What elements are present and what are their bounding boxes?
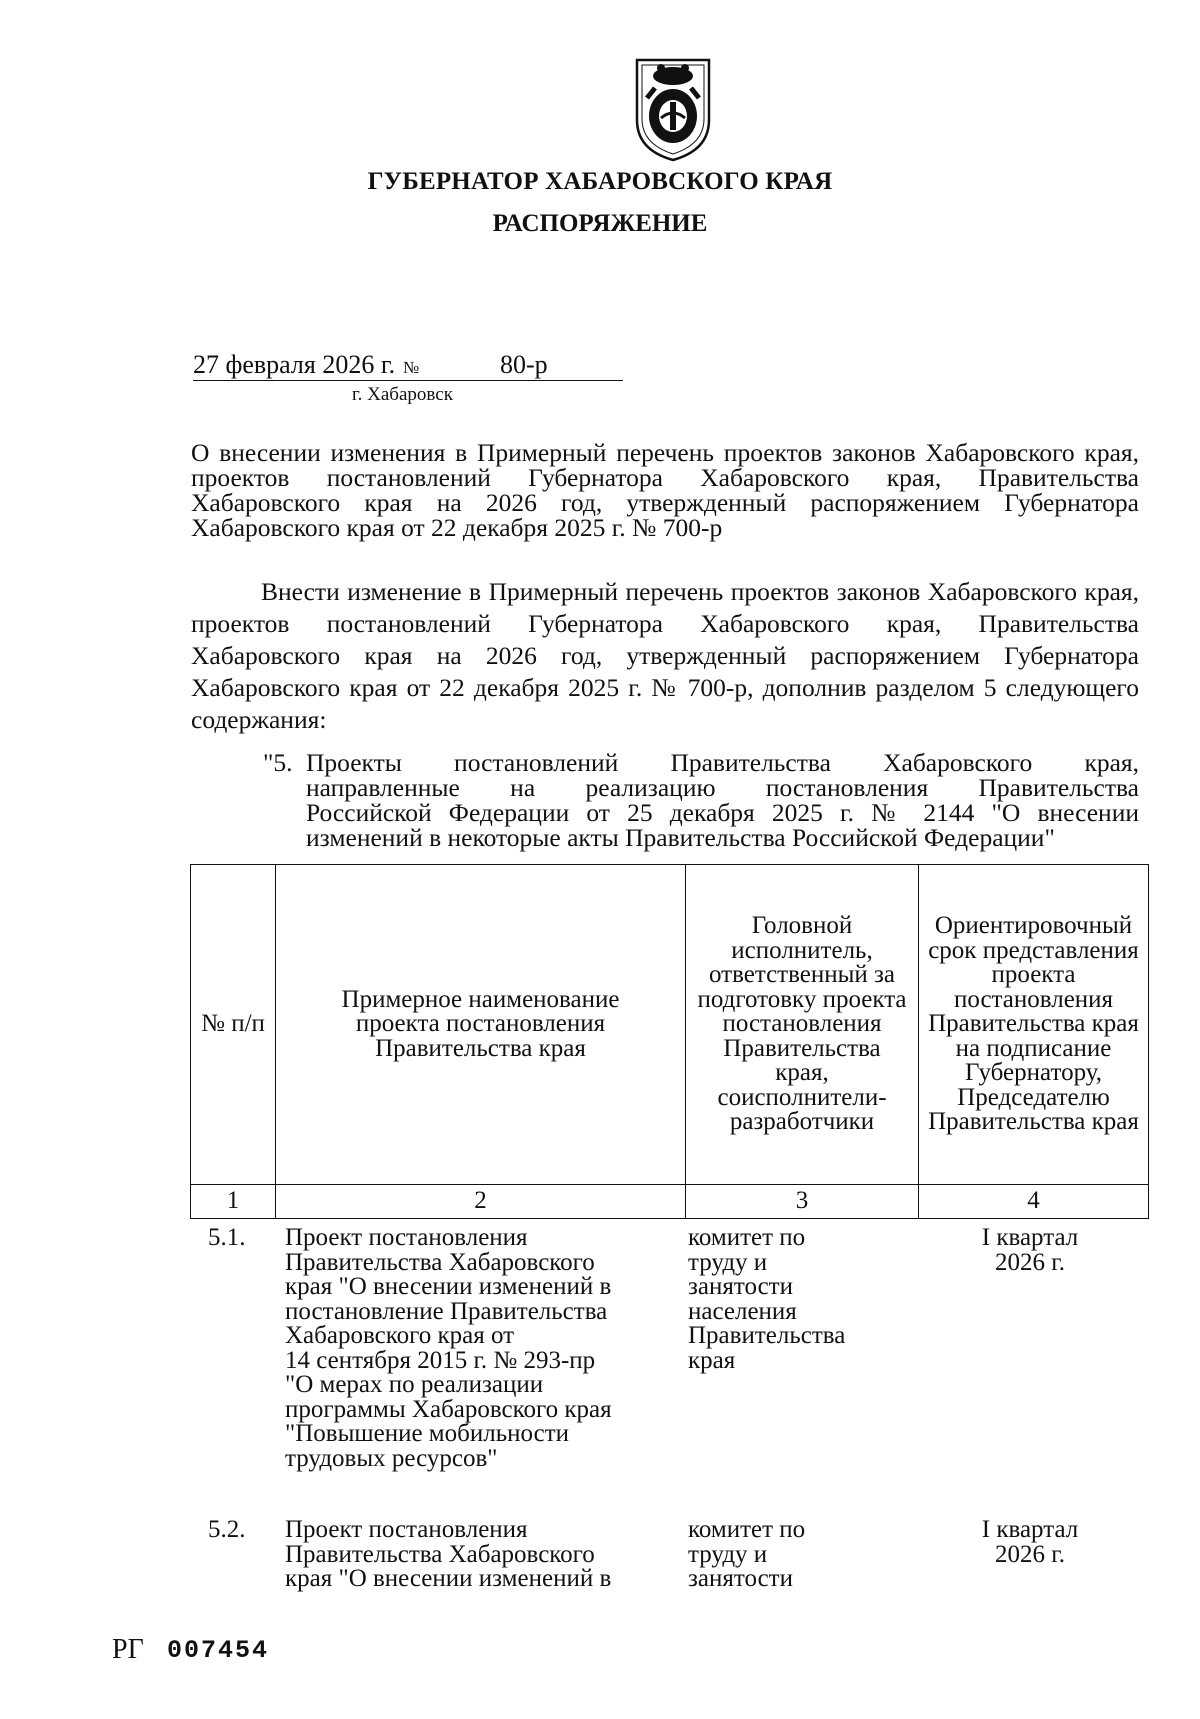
header-cell-executor: Головной исполнитель, ответственный за подготовку проекта постановления Правительства края, соисполнители-разработчики	[686, 865, 919, 1185]
row-name-line: "О мерах по реализации	[285, 1371, 544, 1398]
row-name-line: постановление Правительства	[285, 1297, 608, 1325]
document-number: 80-р	[500, 350, 548, 379]
row-name-line: Правительства Хабаровского	[285, 1540, 595, 1568]
document-city: г. Хабаровск	[352, 384, 453, 405]
projects-table	[190, 864, 1149, 1219]
row-executor-line: занятости	[688, 1273, 793, 1300]
header-cell-name: Примерное наименование проекта постановления Правительства края	[276, 865, 686, 1185]
row-term-line: I квартал	[981, 1516, 1079, 1543]
row-executor-line: Правительства	[688, 1322, 846, 1349]
table-row-number: 5.2.	[208, 1516, 246, 1543]
column-number-cell: 1	[191, 1185, 276, 1219]
table-row-executor	[688, 1226, 913, 1373]
row-name-line: края "О внесении изменений в	[285, 1273, 612, 1300]
row-name-line: 14 сентября 2015 г. № 293-пр	[285, 1346, 596, 1374]
coat-of-arms-emblem	[633, 58, 713, 162]
table-column-numbers-row	[191, 1185, 1149, 1219]
row-name-line: Проект постановления	[285, 1516, 528, 1543]
row-executor-line: края	[688, 1346, 736, 1374]
number-sign: №	[403, 358, 420, 377]
row-term-line: 2026 г.	[995, 1248, 1065, 1276]
document-subject: О внесении изменения в Примерный перечень проектов законов Хабаровского края, проектов постановлений Губернатора Хабаровского края, Правительства Хабаровского края на 2026 год, утвержденный распоряжением Губернатора Хабаровского края от 22 декабря 2025 г. № 700-р	[191, 438, 1139, 542]
table-row-term	[915, 1518, 1145, 1567]
column-number-cell: 2	[276, 1185, 686, 1219]
column-number-cell: 3	[686, 1185, 919, 1219]
section-heading-line: Российской Федерации от 25 декабря 2025 г. № 2144 "О внесении	[306, 798, 1139, 827]
row-name-line: Проект постановления	[285, 1224, 528, 1251]
form-series: РГ	[112, 1634, 144, 1665]
table-row-term	[915, 1226, 1145, 1275]
row-term-line: 2026 г.	[995, 1540, 1065, 1568]
section-heading-line: Проекты постановлений Правительства Хабаровского края,	[306, 748, 1139, 777]
column-number-cell: 4	[919, 1185, 1149, 1219]
row-executor-line: труду и	[688, 1540, 768, 1568]
section-heading-line: направленные на реализацию постановления Правительства	[306, 773, 1139, 802]
section-heading-line: изменений в некоторые акты Правительства Российской Федерации"	[306, 823, 1055, 852]
row-name-line: программы Хабаровского края	[285, 1395, 612, 1423]
form-serial-number: 007454	[167, 1636, 270, 1665]
table-header-row	[191, 865, 1149, 1185]
row-name-line: "Повышение мобильности	[285, 1420, 570, 1447]
row-name-line: края "О внесении изменений в	[285, 1565, 612, 1592]
body-paragraph: Внести изменение в Примерный перечень проектов законов Хабаровского края, проектов постановлений Губернатора Хабаровского края, Правительства Хабаровского края на 2026 год, утвержденный распоряжением Губернатора Хабаровского края от 22 декабря 2025 г. № 700-р, дополнив разделом 5 следующего содержания:	[191, 577, 1139, 734]
row-name-line: Правительства Хабаровского	[285, 1248, 595, 1276]
table-row-number: 5.1.	[208, 1224, 246, 1251]
row-executor-line: труду и	[688, 1248, 768, 1276]
row-name-line: Хабаровского края от	[285, 1322, 515, 1349]
header-cell-number: № п/п	[191, 865, 276, 1185]
table-row-name	[285, 1226, 685, 1471]
section-heading	[306, 750, 1139, 850]
date-underline	[193, 380, 623, 381]
document-date: 27 февраля 2026 г.	[193, 350, 396, 379]
table-row-executor	[688, 1518, 913, 1592]
section-number: "5.	[263, 748, 293, 777]
row-executor-line: занятости	[688, 1565, 793, 1592]
header-cell-term: Ориентировочный срок представления проекта постановления Правительства края на подписание Губернатору, Председателю Правительства края	[919, 865, 1149, 1185]
document-type: РАСПОРЯЖЕНИЕ	[492, 210, 708, 237]
row-term-line: I квартал	[981, 1224, 1079, 1251]
row-executor-line: комитет по	[688, 1224, 806, 1251]
row-name-line: трудовых ресурсов"	[285, 1444, 498, 1472]
issuer-title: ГУБЕРНАТОР ХАБАРОВСКОГО КРАЯ	[367, 168, 833, 195]
row-executor-line: населения	[688, 1297, 797, 1325]
table-row-name	[285, 1518, 685, 1592]
row-executor-line: комитет по	[688, 1516, 806, 1543]
